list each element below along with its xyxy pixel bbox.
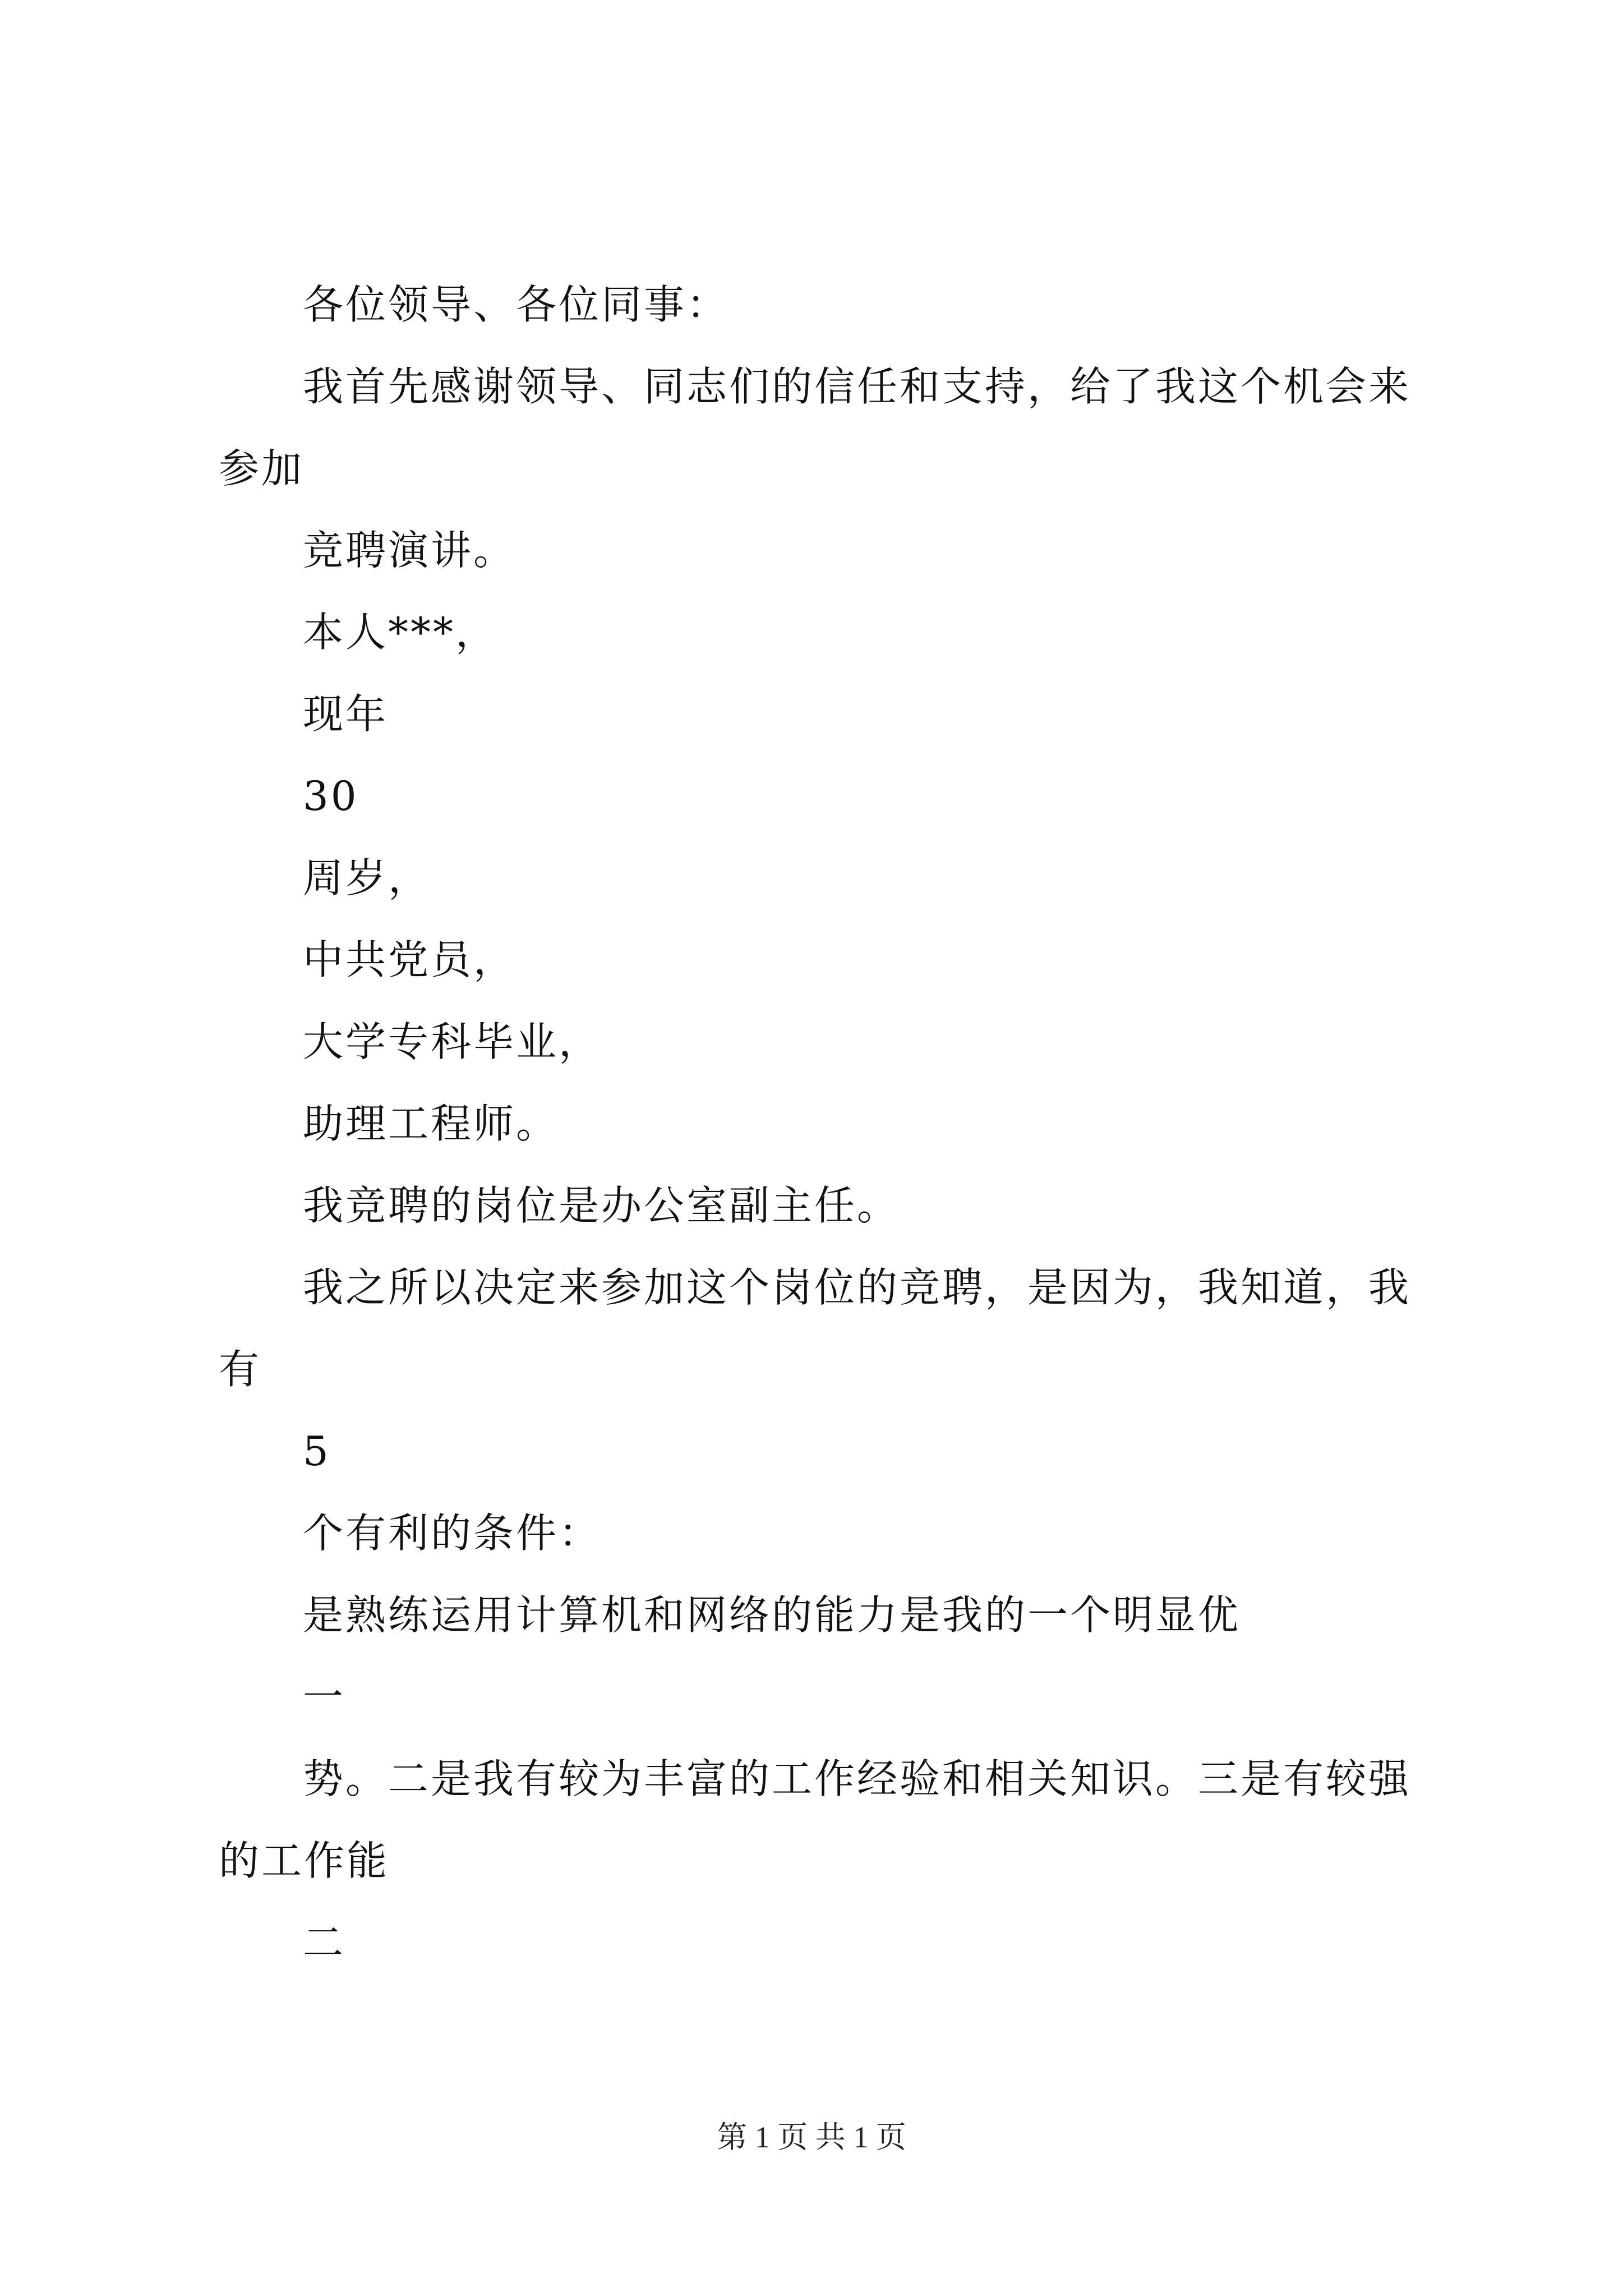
page-footer: 第 1 页 共 1 页 <box>717 2120 906 2154</box>
text-line: 助理工程师。 <box>303 1100 559 1147</box>
text-line: 本人***， <box>303 609 499 656</box>
text-line: 二 <box>303 1919 346 1966</box>
text-line: 中共党员， <box>303 936 517 983</box>
text-line: 现年 <box>303 691 389 738</box>
text-line: 有 <box>219 1346 262 1393</box>
text-line: 30 <box>303 772 359 820</box>
text-line: 一 <box>303 1673 346 1720</box>
text-line: 竞聘演讲。 <box>303 527 517 574</box>
text-line: 参加 <box>219 445 305 492</box>
text-line: 我竞聘的岗位是办公室副主任。 <box>303 1182 900 1229</box>
text-line: 5 <box>303 1428 331 1475</box>
text-line: 我之所以决定来参加这个岗位的竞聘，是因为，我知道，我 <box>303 1264 1412 1311</box>
text-line: 的工作能 <box>219 1837 390 1884</box>
text-line: 势。二是我有较为丰富的工作经验和相关知识。三是有较强 <box>303 1755 1412 1802</box>
text-line: 各位领导、各位同事： <box>303 281 730 328</box>
text-line: 是熟练运用计算机和网络的能力是我的一个明显优 <box>303 1591 1241 1639</box>
text-line: 大学专科毕业， <box>303 1018 602 1065</box>
text-line: 我首先感谢领导、同志们的信任和支持，给了我这个机会来 <box>303 363 1412 410</box>
document-body <box>219 264 1424 1984</box>
text-line: 周岁， <box>303 854 431 901</box>
text-line: 个有利的条件： <box>303 1510 602 1557</box>
